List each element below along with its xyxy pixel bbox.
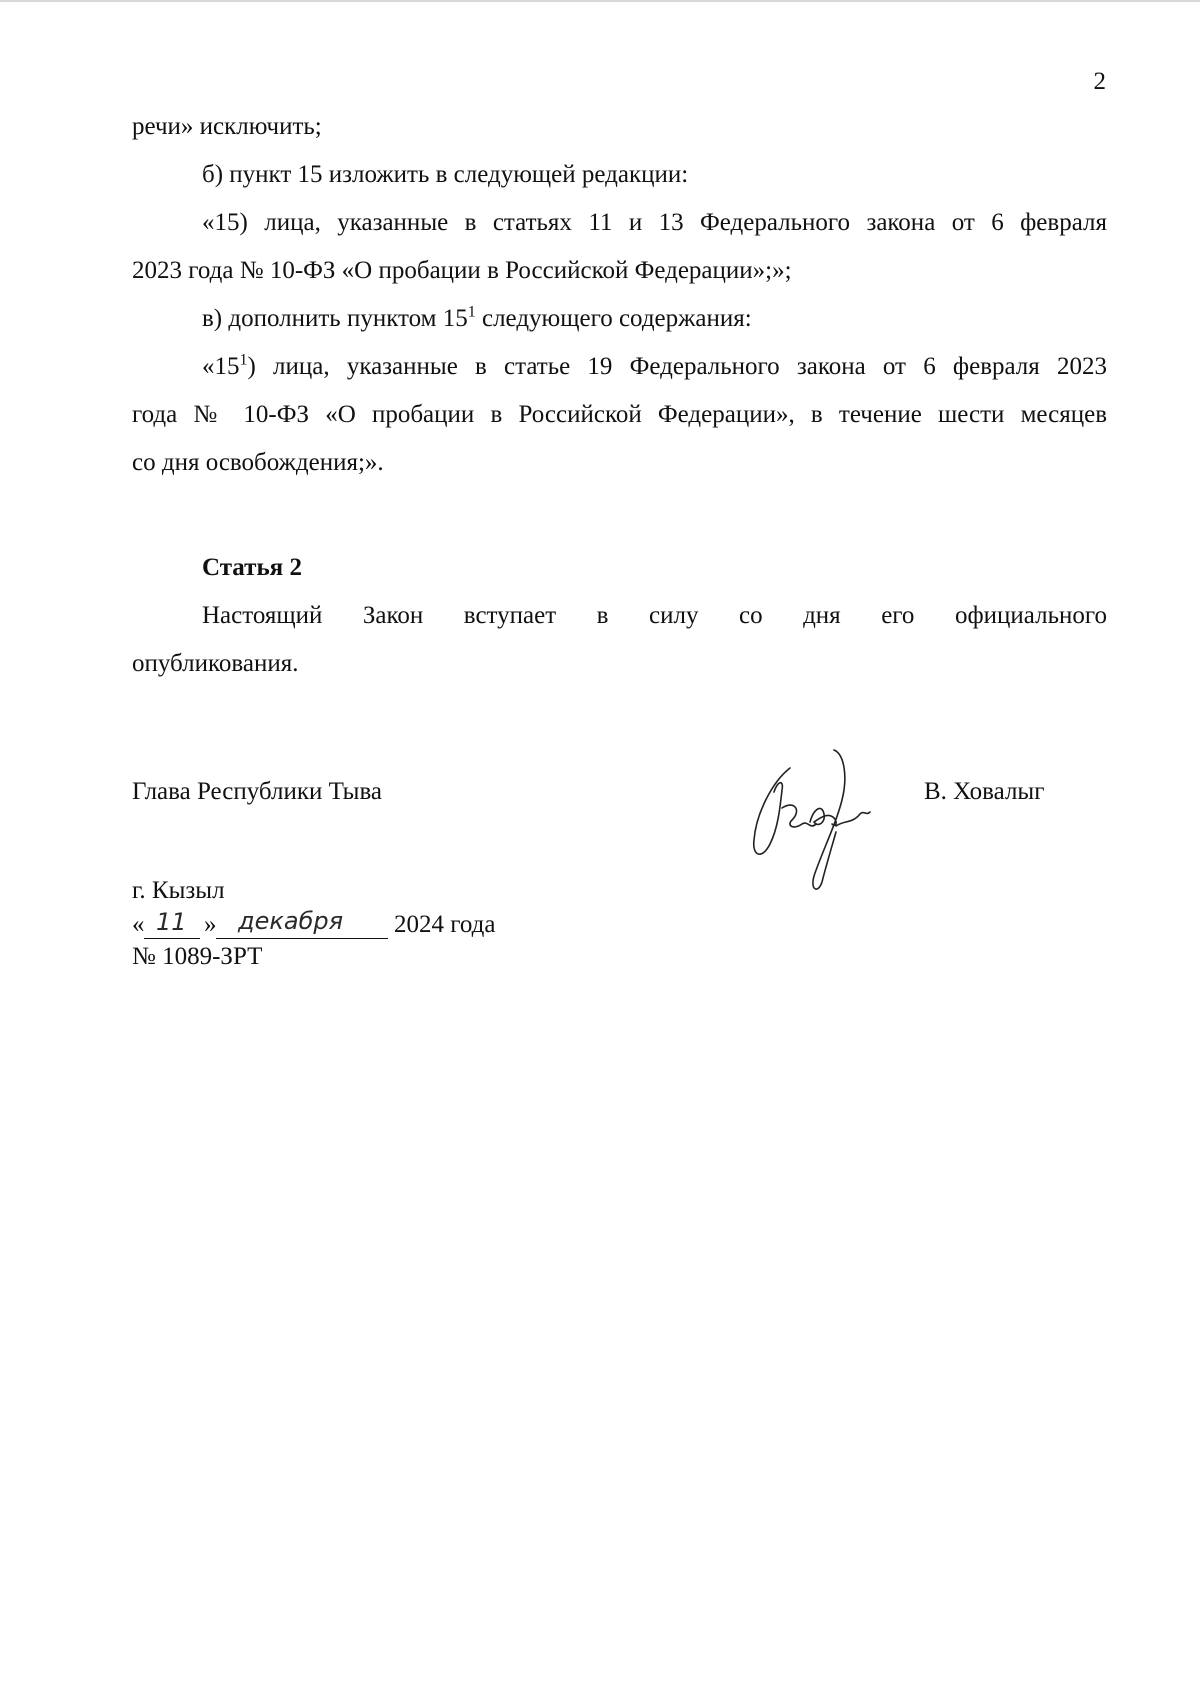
body-line-5-sup: 1 [467, 303, 476, 321]
date-line [132, 907, 552, 940]
date-open-quote: « [132, 911, 145, 938]
date-day: 11 [156, 908, 187, 936]
body-line-6-pre: «15 [202, 353, 240, 380]
body-line-2: б) пункт 15 изложить в следующей редакции: [202, 161, 689, 188]
law-number: № 1089-ЗРТ [132, 943, 263, 970]
body-line-4: 2023 года № 10-ФЗ «О пробации в Российской Федерации»;»; [132, 257, 792, 284]
date-month: декабря [238, 907, 344, 935]
body-line-6-post: ) лица, указанные в статье 19 Федерального закона от 6 февраля 2023 [247, 353, 1107, 380]
signatory-position: Глава Республики Тыва [132, 778, 383, 805]
date-month-underline [216, 938, 388, 939]
date-year: 2024 года [394, 911, 496, 938]
body-line-5-pre: в) дополнить пунктом 15 [202, 305, 468, 332]
article-2-line-1: Настоящий Закон вступает в силу со дня его официального [202, 602, 1107, 629]
body-line-8: со дня освобождения;». [132, 449, 384, 476]
body-line-6 [202, 352, 1107, 382]
scan-edge [0, 0, 1200, 2]
body-line-7: года № 10-ФЗ «О пробации в Российской Федерации», в течение шести месяцев [132, 401, 1107, 428]
body-line-3: «15) лица, указанные в статьях 11 и 13 Федерального закона от 6 февраля [202, 209, 1107, 236]
body-line-5 [202, 304, 1107, 334]
body-line-1: речи» исключить; [132, 113, 322, 140]
page-number: 2 [1093, 68, 1106, 95]
article-2-heading: Статья 2 [202, 554, 302, 581]
article-2-line-2: опубликования. [132, 650, 299, 677]
signatory-name: В. Ховалыг [924, 778, 1045, 805]
date-day-underline [144, 938, 200, 939]
body-line-5-post: следующего содержания: [475, 305, 752, 332]
handwritten-signature-icon [752, 748, 892, 896]
date-close-quote: » [204, 911, 217, 938]
signature-svg [752, 748, 892, 896]
body-line-6-sup: 1 [239, 351, 248, 369]
city: г. Кызыл [132, 877, 225, 904]
